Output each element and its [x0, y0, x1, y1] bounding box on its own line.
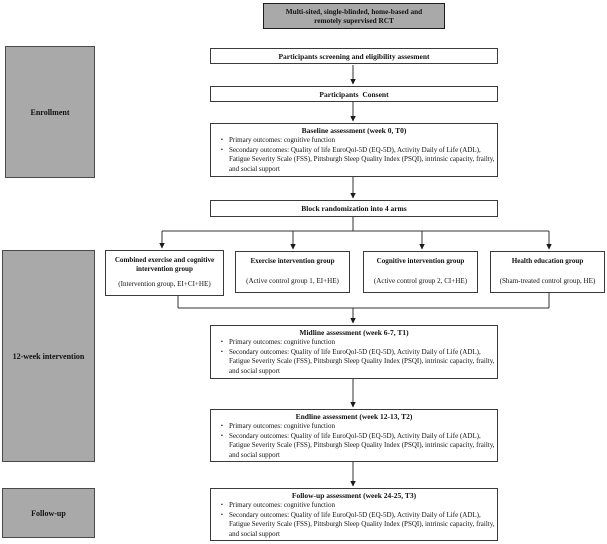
study-design-title-box: [263, 3, 445, 29]
baseline-assessment-box: [210, 123, 498, 177]
secondary-outcomes-text: Secondary outcomes: Quality of life EuroQol-5D (EQ-5D), Activity Daily of Life (ADL), Fatigue Severity Scale (FSS), Pittsburgh Sleep Quality Index (PSQI), intrinsic capacity, frailty, and social support: [229, 510, 495, 539]
phase-label-enrollment: [5, 46, 95, 178]
phase-label-text: 12-week intervention: [12, 351, 85, 361]
study-design-title: Multi-sited, single-blinded, home-based and remotely supervised RCT: [285, 6, 423, 25]
primary-outcomes-text: Primary outcomes: cognitive function: [229, 136, 335, 144]
primary-outcomes-text: Primary outcomes: cognitive function: [229, 338, 335, 346]
arm-box-cognitive: [363, 251, 478, 293]
assessment-title: Follow-up assessment (week 24-25, T3): [291, 491, 417, 500]
arm-subtitle: (Active control group 1, EI+HE): [246, 277, 339, 285]
arm-name: Combined exercise and cognitive intervention group: [114, 256, 215, 273]
secondary-outcomes-text: Secondary outcomes: Quality of life EuroQol-5D (EQ-5D), Activity Daily of Life (ADL), Fatigue Severity Scale (FSS), Pittsburgh Sleep Quality Index (PSQI), intrinsic capacity, frailty, and social support: [229, 431, 495, 460]
consent-box: [210, 86, 498, 102]
bullet-item: [219, 136, 497, 146]
bullet-item: [219, 511, 497, 540]
bullet-marker: ▪: [221, 348, 223, 355]
arm-box-health-education: [490, 251, 605, 293]
bullet-marker: ▪: [221, 502, 223, 508]
arm-name: Health education group: [511, 257, 584, 265]
primary-outcomes-text: Primary outcomes: cognitive function: [229, 422, 335, 430]
arm-name: Exercise intervention group: [250, 257, 335, 265]
screening-label: Participants screening and eligibility assesment: [278, 51, 430, 61]
bullet-marker: ▪: [221, 432, 223, 439]
followup-assessment-box: [210, 488, 498, 541]
endline-assessment-box: [210, 409, 498, 462]
arm-name: Cognitive intervention group: [376, 257, 465, 265]
bullet-item: [219, 432, 497, 461]
bullet-marker: ▪: [221, 146, 223, 153]
randomization-box: [210, 200, 498, 217]
bullet-marker: ▪: [221, 423, 223, 429]
screening-box: [210, 48, 498, 64]
arm-subtitle: (Intervention group, EI+CI+HE): [118, 280, 211, 288]
phase-label-intervention: [2, 250, 95, 462]
arm-subtitle: (Active control group 2, CI+HE): [373, 277, 468, 285]
bullet-marker: ▪: [221, 137, 223, 143]
bullet-item: [219, 501, 497, 511]
arm-box-exercise: [235, 251, 350, 293]
bullet-marker: ▪: [221, 339, 223, 345]
assessment-title: Endline assessment (week 12-13, T2): [295, 412, 413, 421]
consent-label: Participants Consent: [319, 89, 389, 99]
bullet-marker: ▪: [221, 511, 223, 518]
secondary-outcomes-text: Secondary outcomes: Quality of life EuroQol-5D (EQ-5D), Activity Daily of Life (ADL), Fatigue Severity Scale (FSS), Pittsburgh Sleep Quality Index (PSQI), intrinsic capacity, frailty, and social support: [229, 347, 495, 376]
assessment-title: Midline assessment (week 6-7, T1): [299, 328, 409, 337]
midline-assessment-box: [210, 325, 498, 379]
phase-label-followup: [2, 488, 95, 538]
phase-label-text: Enrollment: [30, 107, 70, 117]
bullet-item: [219, 348, 497, 377]
primary-outcomes-text: Primary outcomes: cognitive function: [229, 501, 335, 509]
bullet-item: [219, 146, 497, 175]
arm-box-combined-intervention: [105, 250, 224, 296]
bullet-item: [219, 338, 497, 348]
secondary-outcomes-text: Secondary outcomes: Quality of life EuroQol-5D (EQ-5D), Activity Daily of Life (ADL), Fatigue Severity Scale (FSS), Pittsburgh Sleep Quality Index (PSQI), intrinsic capacity, frailty, and social support: [229, 145, 495, 174]
arm-subtitle: (Sham-treated control group, HE): [499, 277, 596, 285]
randomization-label: Block randomization into 4 arms: [301, 204, 407, 213]
assessment-title: Baseline assessment (week 0, T0): [301, 126, 407, 135]
phase-label-text: Follow-up: [31, 508, 66, 518]
bullet-item: [219, 422, 497, 432]
